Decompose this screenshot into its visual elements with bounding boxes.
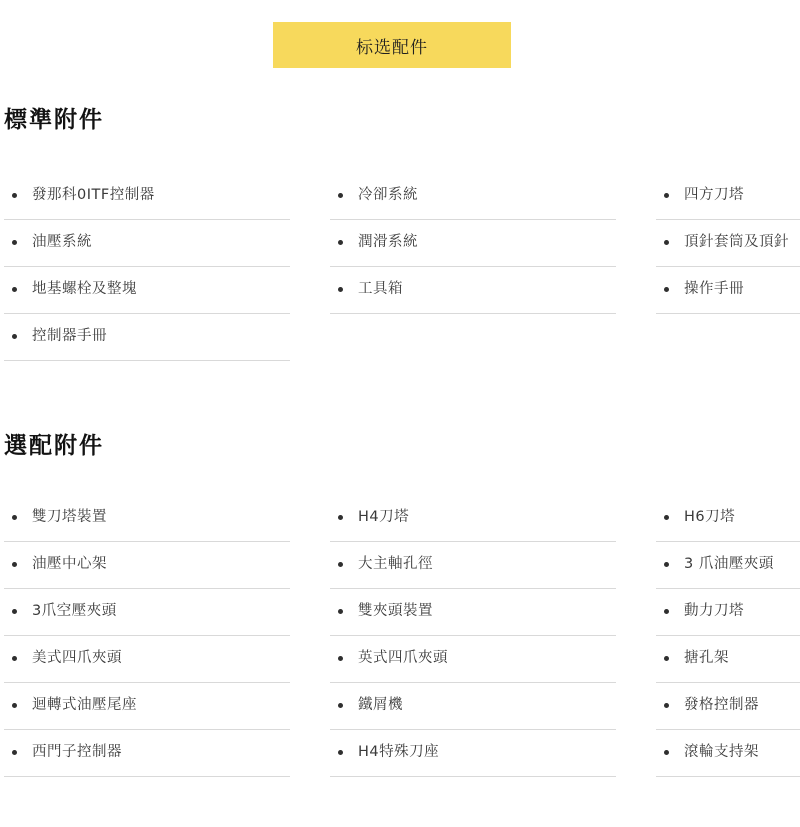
list-item	[330, 267, 616, 314]
bullet-icon	[664, 609, 669, 614]
bullet-icon	[12, 515, 17, 520]
list-item	[656, 220, 800, 267]
bullet-icon	[12, 703, 17, 708]
bullet-icon	[338, 193, 343, 198]
accessories-column	[656, 495, 800, 777]
bullet-icon	[12, 750, 17, 755]
list-item	[4, 173, 290, 220]
bullet-icon	[664, 750, 669, 755]
list-item-label: 頂針套筒及頂針	[684, 234, 789, 250]
list-item-label: 控制器手冊	[32, 328, 107, 344]
list-item	[4, 636, 290, 683]
accessories-column	[4, 173, 290, 361]
list-item-label: 發格控制器	[684, 697, 759, 713]
list-item	[330, 730, 616, 777]
list-item-label: 3爪空壓夾頭	[32, 603, 117, 619]
bullet-icon	[664, 287, 669, 292]
bullet-icon	[664, 515, 669, 520]
bullet-icon	[12, 334, 17, 339]
list-item	[330, 542, 616, 589]
list-item	[4, 314, 290, 361]
list-item-label: 四方刀塔	[684, 187, 744, 203]
bullet-icon	[12, 240, 17, 245]
list-item-label: 英式四爪夾頭	[358, 650, 448, 666]
list-item-label: 操作手冊	[684, 281, 744, 297]
list-item-label: 迴轉式油壓尾座	[32, 697, 137, 713]
bullet-icon	[664, 193, 669, 198]
list-item-label: 工具箱	[358, 281, 403, 297]
list-item	[656, 542, 800, 589]
bullet-icon	[12, 562, 17, 567]
bullet-icon	[338, 515, 343, 520]
accessories-column	[330, 173, 616, 314]
list-item-label: 動力刀塔	[684, 603, 744, 619]
list-item-label: 搪孔架	[684, 650, 729, 666]
bullet-icon	[12, 287, 17, 292]
list-item-label: H4刀塔	[358, 509, 410, 525]
list-item-label: 大主軸孔徑	[358, 556, 433, 572]
bullet-icon	[12, 609, 17, 614]
list-item-label: 雙刀塔裝置	[32, 509, 107, 525]
optional-accessories-list	[4, 495, 800, 777]
bullet-icon	[664, 562, 669, 567]
bullet-icon	[12, 193, 17, 198]
bullet-icon	[338, 750, 343, 755]
list-item-label: 鐵屑機	[358, 697, 403, 713]
bullet-icon	[338, 703, 343, 708]
list-item-label: 3 爪油壓夾頭	[684, 556, 774, 572]
list-item-label: 油壓中心架	[32, 556, 107, 572]
list-item	[330, 495, 616, 542]
selected-accessories-button[interactable]: 标选配件	[273, 22, 511, 68]
list-item	[330, 589, 616, 636]
list-item-label: 雙夾頭裝置	[358, 603, 433, 619]
accessories-column	[656, 173, 800, 314]
list-item	[330, 683, 616, 730]
bullet-icon	[338, 656, 343, 661]
optional-accessories-title: 選配附件	[4, 433, 104, 459]
bullet-icon	[338, 562, 343, 567]
optional-accessories-section	[4, 431, 800, 777]
list-item	[656, 589, 800, 636]
bullet-icon	[664, 703, 669, 708]
list-item-label: 冷卻系統	[358, 187, 418, 203]
list-item-label: 潤滑系統	[358, 234, 418, 250]
standard-accessories-title: 標準附件	[4, 107, 104, 133]
list-item	[656, 267, 800, 314]
list-item-label: 地基螺栓及整塊	[32, 281, 137, 297]
list-item	[656, 683, 800, 730]
list-item	[4, 495, 290, 542]
list-item	[330, 636, 616, 683]
list-item	[330, 173, 616, 220]
list-item-label: 油壓系統	[32, 234, 92, 250]
list-item	[656, 173, 800, 220]
list-item-label: H6刀塔	[684, 509, 736, 525]
list-item-label: 西門子控制器	[32, 744, 122, 760]
list-item	[4, 220, 290, 267]
list-item-label: 美式四爪夾頭	[32, 650, 122, 666]
list-item	[656, 495, 800, 542]
list-item	[4, 542, 290, 589]
accessories-page	[0, 105, 800, 777]
list-item	[330, 220, 616, 267]
standard-accessories-section	[4, 105, 800, 361]
list-item	[4, 730, 290, 777]
bullet-icon	[664, 656, 669, 661]
standard-accessories-list	[4, 173, 800, 361]
list-item	[4, 267, 290, 314]
list-item-label: 滾輪支持架	[684, 744, 759, 760]
list-item	[4, 683, 290, 730]
bullet-icon	[338, 287, 343, 292]
accessories-column	[4, 495, 290, 777]
list-item-label: H4特殊刀座	[358, 744, 440, 760]
bullet-icon	[338, 609, 343, 614]
list-item	[4, 589, 290, 636]
bullet-icon	[338, 240, 343, 245]
list-item	[656, 636, 800, 683]
list-item-label: 發那科0ITF控制器	[32, 187, 155, 203]
bullet-icon	[664, 240, 669, 245]
list-item	[656, 730, 800, 777]
accessories-column	[330, 495, 616, 777]
bullet-icon	[12, 656, 17, 661]
